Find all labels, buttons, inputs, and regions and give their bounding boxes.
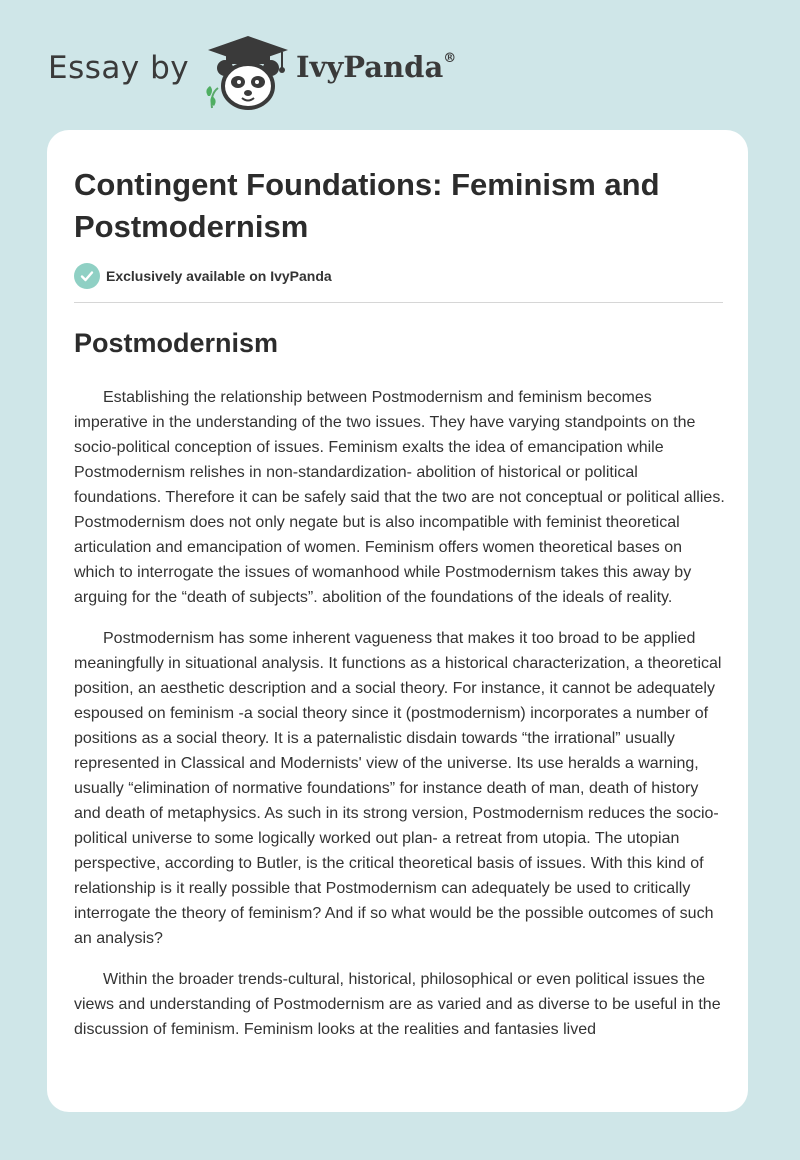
section-heading: Postmodernism bbox=[74, 328, 279, 358]
exclusive-badge-label: Exclusively available on IvyPanda bbox=[106, 268, 332, 284]
article-body bbox=[74, 385, 726, 1058]
checkmark-icon bbox=[74, 263, 100, 289]
brand-name[interactable]: IvyPanda® bbox=[296, 50, 457, 84]
panda-logo-icon[interactable] bbox=[202, 34, 294, 112]
divider bbox=[74, 302, 723, 303]
paragraph: Postmodernism has some inherent vagueness that makes it too broad to be applied meaningfully in situational analysis. It functions as a historical characterization, a theoretical position, an aesthetic description and a social theory. For instance, it cannot be adequately espoused on feminism -a social theory since it (postmodernism) incorporates a number of positions as a social theory. It is a paternalistic disdain towards “the irrational” usually represented in Classical and Modernists' view of the universe. Its use heralds a warning, usually “elimination of normative foundations” for instance death of man, death of history and death of metaphysics. As such in its strong version, Postmodernism reduces the socio-political universe to some logically worked out plan- a retreat from utopia. The utopian perspective, according to Butler, is the critical theoretical basis of issues. With this kind of relationship is it really possible that Postmodernism can adequately be used to critically interrogate the theory of feminism? And if so what would be the possible outcomes of such an analysis? bbox=[74, 630, 722, 947]
paragraph: Establishing the relationship between Postmodernism and feminism becomes imperative in the understanding of the two issues. They have varying standpoints on the socio-political conception of issues. Feminism exalts the idea of emancipation while Postmodernism relishes in non-standardization- abolition of historical or political foundations. Therefore it can be safely said that the two are not conceptual or political allies. Postmodernism does not only negate but is also incompatible with feminist theoretical articulation and emancipation of women. Feminism offers women theoretical bases on which to interrogate the issues of womanhood while Postmodernism takes this away by arguing for the “death of subjects”. abolition of the foundations of the ideals of reality. bbox=[74, 389, 725, 606]
ivy-leaf-icon bbox=[206, 86, 218, 108]
site-header bbox=[48, 30, 468, 110]
essay-by-label: Essay by bbox=[48, 50, 190, 86]
paragraph: Within the broader trends-cultural, historical, philosophical or even political issues the views and understanding of Postmodernism are as varied and as diverse to be useful in the discussion of feminism. Feminism looks at the realities and fantasies lived bbox=[74, 971, 721, 1038]
article-title: Contingent Foundations: Feminism and Postmodernism bbox=[74, 167, 660, 244]
article-card bbox=[47, 130, 748, 1112]
exclusive-badge bbox=[74, 263, 332, 289]
